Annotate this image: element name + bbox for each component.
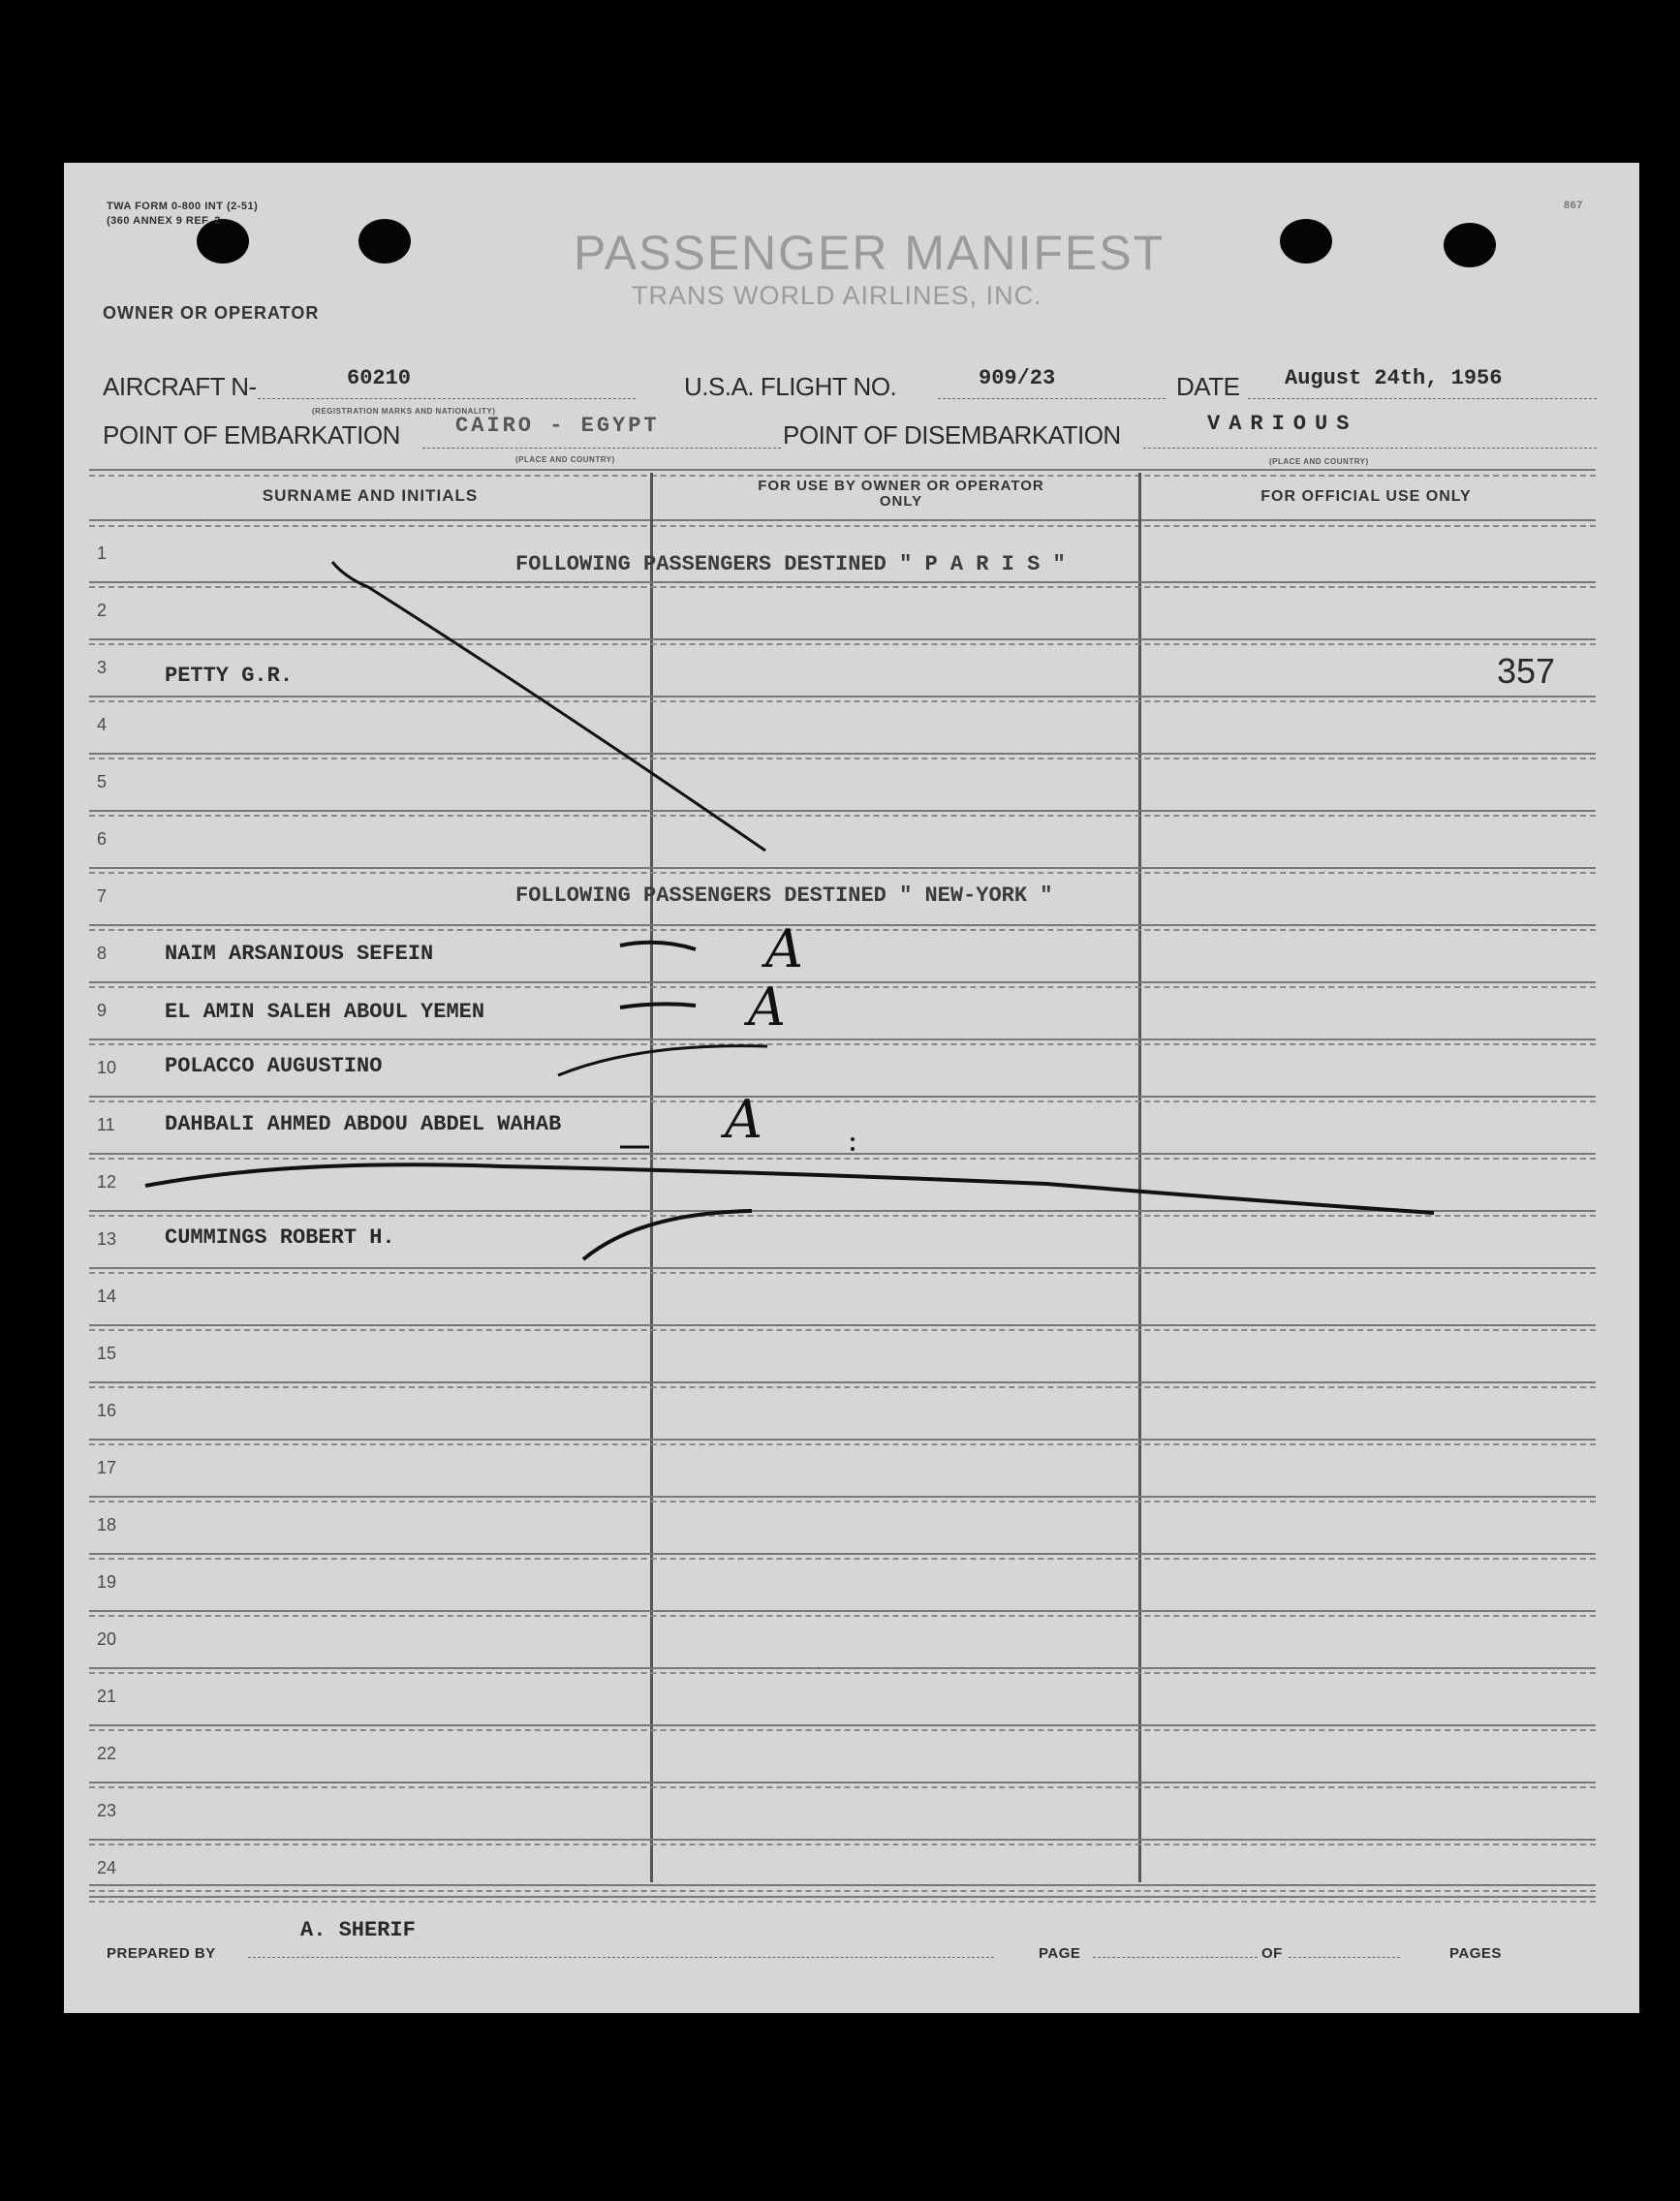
table-bottom-rule-dashed bbox=[89, 1890, 1596, 1892]
disembarkation-label: POINT OF DISEMBARKATION bbox=[783, 420, 1121, 450]
passenger-petty: PETTY G.R. bbox=[165, 664, 294, 688]
row-number: 19 bbox=[97, 1572, 117, 1592]
row-number: 17 bbox=[97, 1458, 117, 1477]
column-header-owner-use: FOR USE BY OWNER OR OPERATOR ONLY bbox=[758, 478, 1044, 510]
owner-operator-label: OWNER OR OPERATOR bbox=[103, 303, 320, 323]
row-number: 18 bbox=[97, 1515, 117, 1534]
passenger-cummings: CUMMINGS ROBERT H. bbox=[165, 1225, 395, 1250]
embarkation-sublabel: (PLACE AND COUNTRY) bbox=[515, 455, 615, 464]
paris-group-header: FOLLOWING PASSENGERS DESTINED " P A R I S " bbox=[515, 552, 1066, 576]
row-number: 9 bbox=[97, 1001, 108, 1020]
of-underline bbox=[1289, 1957, 1400, 1958]
airline-name: TRANS WORLD AIRLINES, INC. bbox=[632, 281, 1042, 310]
row-number: 2 bbox=[97, 601, 108, 620]
embarkation-value: CAIRO - EGYPT bbox=[455, 414, 660, 438]
row-number: 16 bbox=[97, 1401, 117, 1420]
row-number: 6 bbox=[97, 829, 108, 849]
row-number: 10 bbox=[97, 1058, 117, 1077]
row-number: 21 bbox=[97, 1687, 117, 1706]
date-value: August 24th, 1956 bbox=[1285, 366, 1503, 390]
official-number: 357 bbox=[1497, 651, 1556, 691]
passenger-dahbali: DAHBALI AHMED ABDOU ABDEL WAHAB bbox=[165, 1112, 562, 1136]
row-number: 14 bbox=[97, 1286, 117, 1306]
row-number: 4 bbox=[97, 715, 108, 734]
aircraft-sublabel: (REGISTRATION MARKS AND NATIONALITY) bbox=[312, 407, 496, 416]
form-title: PASSENGER MANIFEST bbox=[574, 226, 1166, 280]
row-number: 3 bbox=[97, 658, 108, 677]
row-number: 15 bbox=[97, 1344, 117, 1363]
flight-number-label: U.S.A. FLIGHT NO. bbox=[684, 372, 897, 401]
flight-number: 909/23 bbox=[979, 366, 1056, 390]
column-header-surname: SURNAME AND INITIALS bbox=[262, 486, 479, 505]
row-number: 13 bbox=[97, 1229, 117, 1249]
handwritten-mark-a: A bbox=[765, 918, 803, 979]
row-number: 12 bbox=[97, 1172, 117, 1192]
prepared-by-name: A. SHERIF bbox=[300, 1918, 416, 1942]
form-number: TWA FORM 0-800 INT (2-51) bbox=[107, 201, 259, 212]
date-label: DATE bbox=[1176, 372, 1240, 401]
disembarkation-sublabel: (PLACE AND COUNTRY) bbox=[1269, 457, 1369, 466]
aircraft-label: AIRCRAFT N- bbox=[103, 372, 257, 401]
handwritten-mark-a: A bbox=[725, 1089, 762, 1150]
passenger-polacco: POLACCO AUGUSTINO bbox=[165, 1054, 383, 1078]
new-york-group-header: FOLLOWING PASSENGERS DESTINED " NEW-YORK " bbox=[515, 884, 1053, 908]
pages-label: PAGES bbox=[1449, 1945, 1502, 1962]
page-label: PAGE bbox=[1039, 1945, 1081, 1962]
handwritten-mark-a: A bbox=[748, 976, 786, 1038]
table-bottom-rule bbox=[89, 1884, 1596, 1886]
passenger-naim: NAIM ARSANIOUS SEFEIN bbox=[165, 942, 434, 966]
column-header-official-use: FOR OFFICIAL USE ONLY bbox=[1260, 488, 1472, 505]
prepared-by-underline bbox=[248, 1957, 994, 1958]
disembarkation-value: VARIOUS bbox=[1207, 412, 1358, 436]
row-number: 7 bbox=[97, 886, 108, 906]
passenger-el-amin: EL AMIN SALEH ABOUL YEMEN bbox=[165, 1000, 485, 1024]
page-corner-number: 867 bbox=[1564, 200, 1583, 211]
aircraft-number: 60210 bbox=[347, 366, 412, 390]
page-underline bbox=[1093, 1957, 1258, 1958]
row-number: 5 bbox=[97, 772, 108, 791]
row-number: 8 bbox=[97, 944, 108, 963]
row-number: 11 bbox=[97, 1115, 115, 1134]
of-label: OF bbox=[1261, 1945, 1283, 1962]
form-reference: (360 ANNEX 9 REF. 2 bbox=[107, 215, 221, 227]
row-number: 20 bbox=[97, 1629, 117, 1649]
row-number: 22 bbox=[97, 1744, 117, 1763]
embarkation-label: POINT OF EMBARKATION bbox=[103, 420, 400, 450]
row-number: 24 bbox=[97, 1858, 117, 1877]
prepared-by-label: PREPARED BY bbox=[107, 1945, 216, 1962]
row-number: 1 bbox=[97, 543, 108, 563]
row-number: 23 bbox=[97, 1801, 117, 1820]
